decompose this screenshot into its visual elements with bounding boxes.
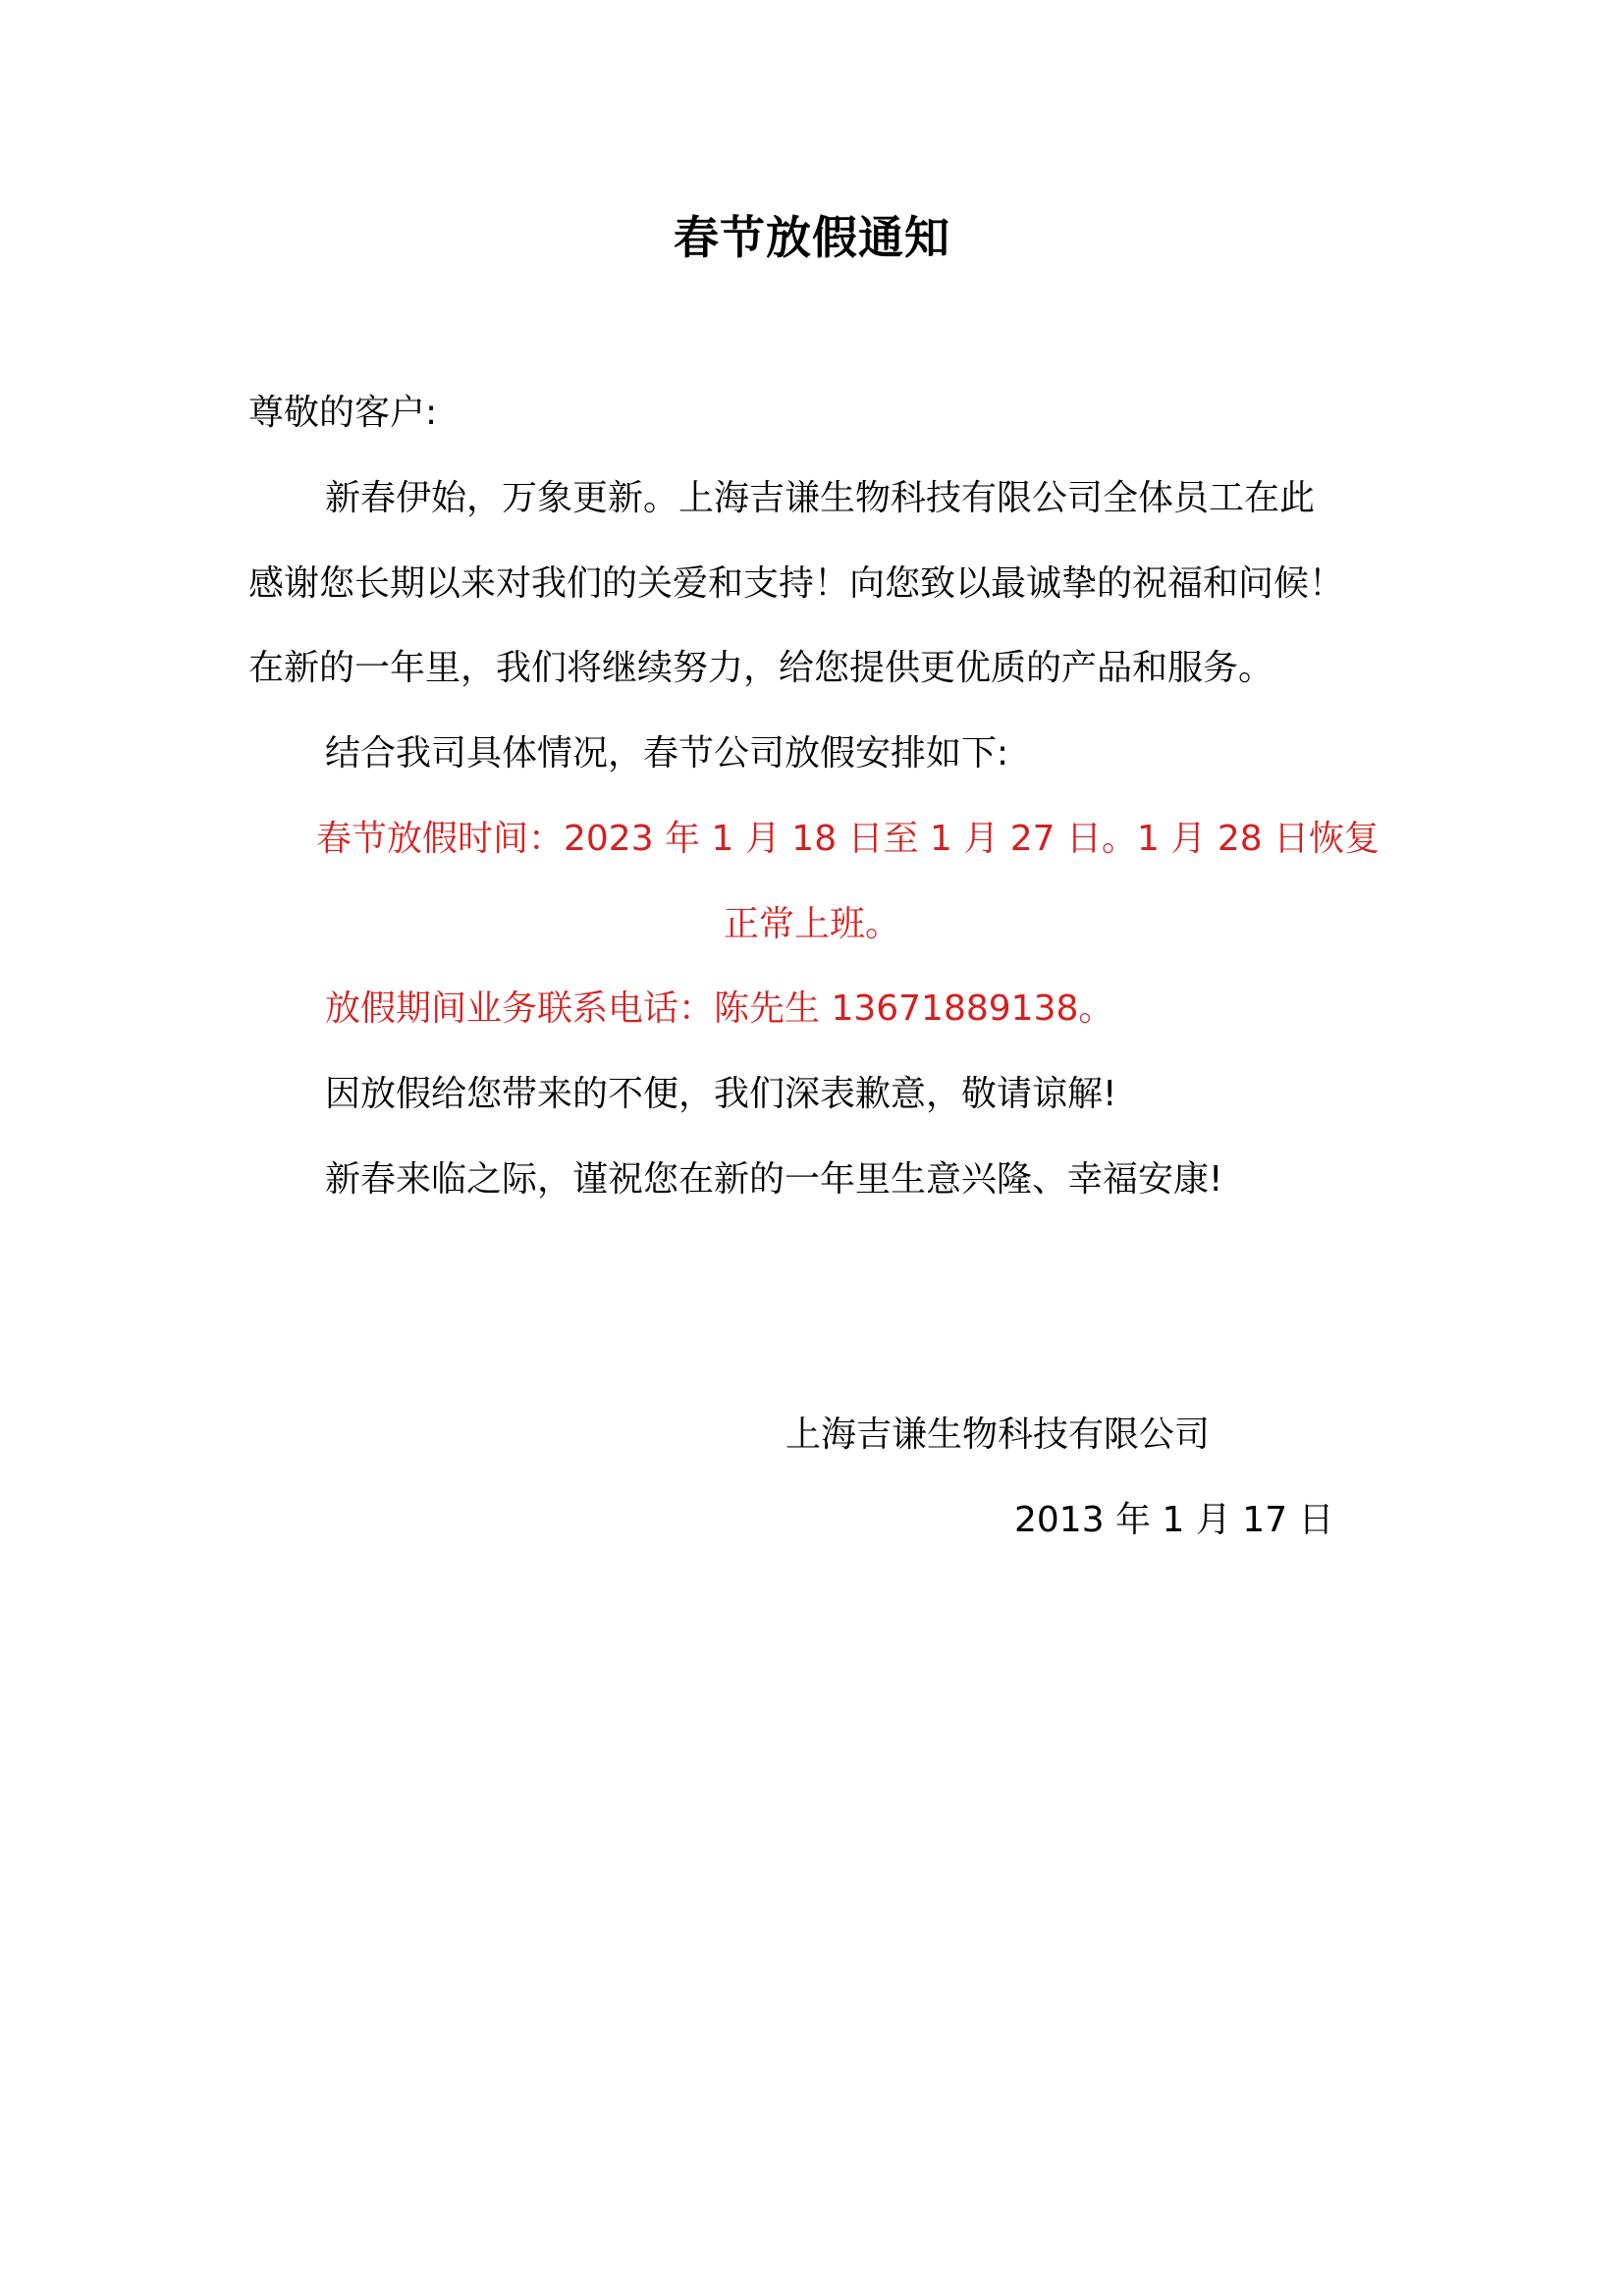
paragraph-2: 结合我司具体情况，春节公司放假安排如下: [325,733,1009,774]
paragraph-1-line-1: 新春伊始，万象更新。上海吉谦生物科技有限公司全体员工在此 [325,478,1316,518]
contact-phone: 放假期间业务联系电话：陈先生 13671889138。 [325,988,1114,1029]
holiday-time-line-2: 正常上班。 [723,904,900,944]
paragraph-1-line-2: 感谢您长期以来对我们的关爱和支持！向您致以最诚挚的祝福和问候！ [248,563,1345,604]
document-title: 春节放假通知 [674,211,950,264]
apology: 因放假给您带来的不便，我们深表歉意，敬请谅解! [325,1074,1117,1114]
wishes: 新春来临之际，谨祝您在新的一年里生意兴隆、幸福安康! [325,1159,1223,1200]
company-signature: 上海吉谦生物科技有限公司 [785,1415,1211,1455]
signature-date: 2013 年 1 月 17 日 [1014,1500,1334,1540]
paragraph-1-line-3: 在新的一年里，我们将继续努力，给您提供更优质的产品和服务。 [248,648,1274,688]
holiday-time-line-1: 春节放假时间：2023 年 1 月 18 日至 1 月 27 日。1 月 28 日恢复 [316,819,1380,859]
salutation: 尊敬的客户: [248,393,438,433]
